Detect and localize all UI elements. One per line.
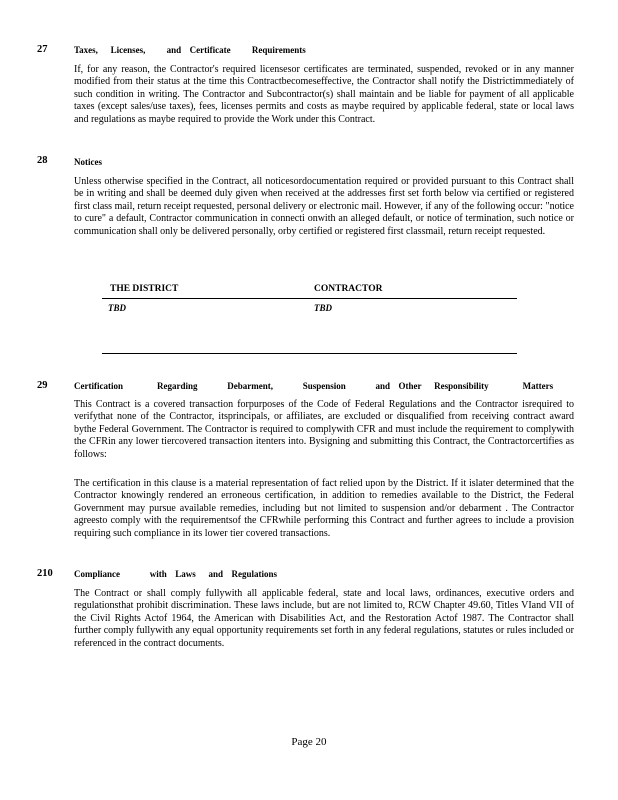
section-title-notices: Notices xyxy=(74,157,102,167)
section-27-body: If, for any reason, the Contractor's required licensesor certificates are terminated, suspended, revoked or in any manner modified from their status at the time this Contractbecomeseffective, the Contractor shall notify the Districtimmediately of such condition in writing. The Contractor and Subcontractor(s) shall maintain and be liable for payment of all applicable taxes (except sales/use taxes), fees, licenses permits and costs as maybe required by applicable federal, state or local laws and regulations as maybe required to provide the Work under this Contract. xyxy=(74,64,574,125)
section-title-taxes-licenses: Taxes, Licenses, and Certificate Requirements xyxy=(74,45,306,55)
section-29-body-2: The certification in this clause is a material representation of fact relied upon by the District. If it islater determined that the Contractor knowingly rendered an erroneous certification, in addition to remedies available to the District, the Federal Government may pursue available remedies, including but not limited to suspension and/or debarment . The Contractor agreesto comply with the requirementsof the CFRwhile performing this Contract and further agrees to include a provision requiring such compliance in its lower tier covered transactions. xyxy=(74,478,574,539)
page-number: Page 20 xyxy=(291,736,327,748)
section-number-27: 27 xyxy=(37,44,48,55)
contractor-column-header: CONTRACTOR xyxy=(314,284,383,294)
section-28-body: Unless otherwise specified in the Contract, all noticesordocumentation required or provided pursuant to this Contract shall be in writing and shall be deemed duly given when received at the addresses first set forth below via certified or registered first class mail, return receipt requested, personal delivery or electronic mail. However, if any of the following occur: "notice to cure" a default, Contractor communication in connecti onwith an alleged default, or notice of termination, such notice or communication shall only be delivered personally, orby certified or registered first classmail, return receipt requested. xyxy=(74,176,574,237)
section-210-body: The Contract or shall comply fullywith all applicable federal, state and local laws, ordinances, executive orders and regulationsthat prohibit discrimination. These laws include, but are not limited to, RCW Chapter 49.60, Titles VIand VII of the Civil Rights Actof 1964, the American with Disabilities Act, and the Restoration Actof 1987. The Contractor shall further comply fullywith any equal opportunity requirements set forth in any federal regulations, statutes or rules included or referenced in the contract documents. xyxy=(74,588,574,649)
section-number-29: 29 xyxy=(37,380,48,391)
district-address-value: TBD xyxy=(108,303,126,313)
contractor-address-value: TBD xyxy=(314,303,332,313)
table-bottom-rule xyxy=(102,353,517,354)
section-29-body-1: This Contract is a covered transaction forpurposes of the Code of Federal Regulations and the Contractor isrequired to verifythat none of the Contractor, itsprincipals, or affiliates, are excluded or disqualified from receiving contract award bythe Federal Government. The Contractor is required to complywith CFR and must include the requirement to complywith the CFRin any lower tiercovered transaction itenters into. Bysigning and submitting this Contract, the Contractorcertifies as follows: xyxy=(74,399,574,460)
table-header-rule xyxy=(102,298,517,299)
section-number-210: 210 xyxy=(37,568,53,579)
section-title-certification-debarment: Certification Regarding Debarment, Suspension and Other Responsibility Matters xyxy=(74,381,554,391)
section-title-compliance-laws: Compliance with Laws and Regulations xyxy=(74,569,278,579)
district-column-header: THE DISTRICT xyxy=(110,284,179,294)
section-number-28: 28 xyxy=(37,155,48,166)
